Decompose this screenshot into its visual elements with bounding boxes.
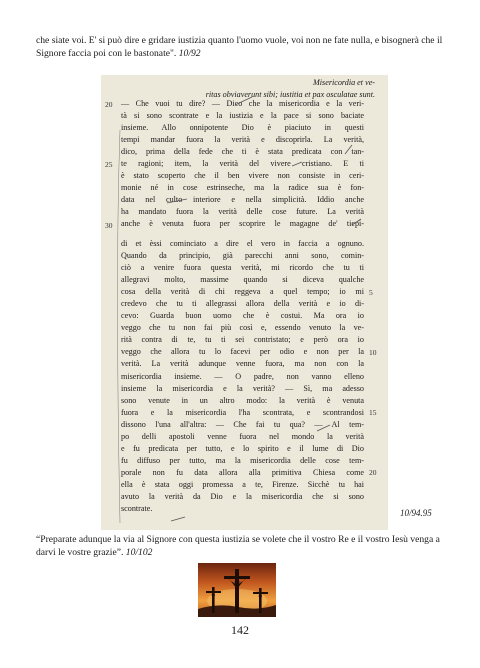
excerpt-line: credevo che tu ti allegrassi allora della verità e io di- bbox=[121, 299, 364, 309]
excerpt-upper-block bbox=[121, 98, 364, 231]
excerpt-line: po delli apostoli venne fuora nel mondo la verità bbox=[121, 431, 364, 441]
excerpt-line: cosa della verità di chi reggeva a quel tempo; io mi bbox=[121, 287, 364, 297]
excerpt-line: data nel culto interiore e nella simplicità. Iddio anche bbox=[121, 195, 364, 205]
line-number: 25 bbox=[105, 160, 113, 169]
excerpt-line: anche è venuta fuora per scoprire le magagne de' tiepi- bbox=[121, 219, 364, 229]
excerpt-line: Quando da principio, già parecchi anni sono, comin- bbox=[121, 251, 364, 261]
excerpt-line: te ragioni; item, la verità del vivere cristiano. E ti bbox=[121, 159, 364, 169]
excerpt-line: verità. La verità adunque venne fuora, ma non con la bbox=[121, 359, 364, 369]
excerpt-line: porale non fu data allora alla primitiva Chiesa come bbox=[121, 467, 364, 477]
excerpt-line: fu diffuso per tutto, ma la misericordia delle cose tem- bbox=[121, 455, 364, 465]
closing-paragraph bbox=[36, 533, 456, 559]
page-number: 142 bbox=[231, 623, 249, 637]
excerpt-lower-block bbox=[121, 238, 364, 515]
excerpt-line: monie né in cose estrinseche, ma la radice sua è fon- bbox=[121, 183, 364, 193]
excerpt-line: avuto la verità da Dio e la misericordia che si sono bbox=[121, 491, 364, 501]
excerpt-line: ella è stata oggi promessa a te, Firenze. Sicchè tu hai bbox=[121, 479, 364, 489]
excerpt-line: insieme la misericordia e la verità? — Sì, ma adesso bbox=[121, 383, 364, 393]
excerpt-line: tempi mandar fuora la verità e discoprirla. La verità, bbox=[121, 135, 364, 145]
excerpt-line: misericordia insieme. — O padre, non vanno elleno bbox=[121, 371, 364, 381]
line-number: 15 bbox=[369, 408, 377, 417]
excerpt-line: sono venute in un altro modo: la verità è venuta bbox=[121, 395, 364, 405]
line-number: 30 bbox=[105, 221, 113, 230]
excerpt-line: insieme. Allo onnipotente Dio è piaciuto in questi bbox=[121, 123, 364, 133]
crucifixion-image bbox=[198, 563, 276, 617]
excerpt-line: scontrate. bbox=[121, 504, 153, 514]
excerpt-line: tà si sono scontrate e la iustizia e la pace si sono baciate bbox=[121, 111, 364, 121]
closing-reference: 10/102 bbox=[125, 547, 153, 558]
intro-text: che siate voi. E' si può dire e gridare iustizia quanto l'uomo vuole, voi non ne fate nulla, e bisognerà che il Signore faccia poi con le bastonate". bbox=[36, 35, 443, 59]
line-number: 20 bbox=[105, 100, 113, 109]
scanned-excerpt bbox=[101, 75, 388, 530]
line-number: 20 bbox=[369, 468, 377, 477]
excerpt-line: allegravi molto, massime quando si diceva qualche bbox=[121, 275, 364, 285]
excerpt-line: rità contra di te, tu ti sei contristato; e però ora io bbox=[121, 335, 364, 345]
motto-line: Misericordia et ve- bbox=[313, 78, 375, 87]
intro-paragraph bbox=[36, 34, 456, 60]
line-number: 5 bbox=[369, 288, 373, 297]
excerpt-line: — Che vuoi tu dire? — Dico che la misericordia e la veri- bbox=[121, 99, 364, 108]
excerpt-line: e fu predicata per tutto, e lo spirito e il lume di Dio bbox=[121, 443, 364, 453]
excerpt-line: dissono l'una all'altra: — Che fai tu qua? — Al tem- bbox=[121, 419, 364, 429]
excerpt-line: veggo che tu non fai più così e, essendo venuto la ve- bbox=[121, 323, 364, 333]
excerpt-line: cevo: Guarda buon uomo che è costui. Ma ora io bbox=[121, 311, 364, 321]
excerpt-line: veggo che allora tu lo facevi per odio e non per la bbox=[121, 347, 364, 357]
line-number: 10 bbox=[369, 348, 377, 357]
excerpt-line: di et èssi cominciato a dire el vero in faccia a ognuno. bbox=[121, 239, 364, 248]
side-reference: 10/94.95 bbox=[400, 508, 432, 518]
intro-reference: 10/92 bbox=[178, 48, 201, 59]
closing-text: “Preparate adunque la via al Signore con questa iustizia se volete che il vostro Re e il vostro Iesù venga a darvi le vostre grazie”. bbox=[36, 534, 440, 558]
excerpt-line: dico, prima della fede che ti è stata predicata con tan- bbox=[121, 147, 364, 157]
excerpt-line: è stato scoperto che il ben vivere non consiste in ceri- bbox=[121, 171, 364, 181]
motto-line: ritas obviaverunt sibi; iustitia et pax osculatae sunt. bbox=[205, 90, 375, 100]
excerpt-line: ha mandato fuora la verità delle cose future. La verità bbox=[121, 207, 364, 217]
excerpt-line: fuora e la misericordia l'ha scontrata, e scontrandosi bbox=[121, 407, 364, 417]
excerpt-line: ciò a venire fuora questa verità, mi ricordo che tu ti bbox=[121, 263, 364, 273]
